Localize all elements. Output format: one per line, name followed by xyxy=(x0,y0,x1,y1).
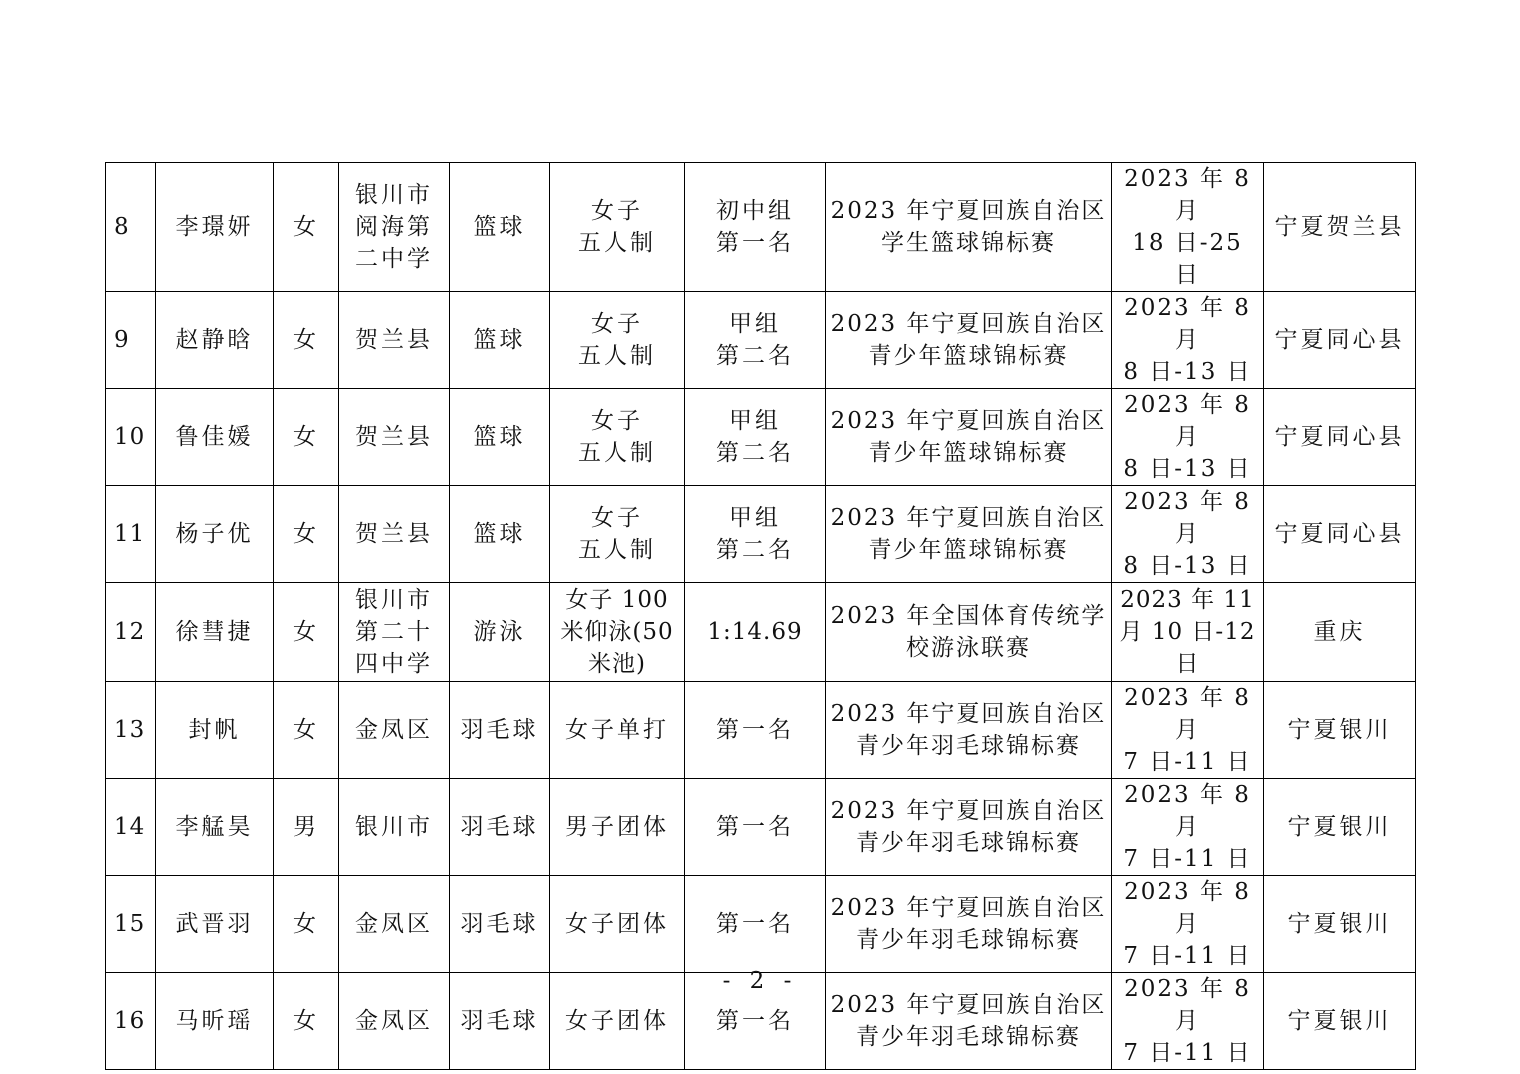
unit-cell: 贺兰县 xyxy=(339,292,450,389)
result-cell: 甲组 第二名 xyxy=(685,389,826,486)
table-row xyxy=(106,292,1416,389)
location-cell: 宁夏银川 xyxy=(1264,779,1416,876)
awards-table xyxy=(105,162,1416,1070)
row-number-cell: 13 xyxy=(106,682,156,779)
athlete-name-cell: 封帆 xyxy=(156,682,274,779)
event-item-cell: 女子 五人制 xyxy=(550,292,685,389)
athlete-name-cell: 杨子优 xyxy=(156,486,274,583)
date-cell: 2023 年 8 月 7 日-11 日 xyxy=(1112,682,1264,779)
result-cell: 初中组 第一名 xyxy=(685,163,826,292)
sport-cell: 羽毛球 xyxy=(450,779,550,876)
unit-cell: 金凤区 xyxy=(339,682,450,779)
athlete-name-cell: 徐彗捷 xyxy=(156,583,274,682)
table-row xyxy=(106,682,1416,779)
sport-cell: 篮球 xyxy=(450,163,550,292)
athlete-name-cell: 马昕瑶 xyxy=(156,973,274,1070)
awards-table-body xyxy=(106,163,1416,1070)
athlete-name-cell: 鲁佳媛 xyxy=(156,389,274,486)
event-item-cell: 女子 五人制 xyxy=(550,486,685,583)
result-cell: 甲组 第二名 xyxy=(685,486,826,583)
date-cell: 2023 年 8 月 7 日-11 日 xyxy=(1112,973,1264,1070)
unit-cell: 金凤区 xyxy=(339,876,450,973)
event-item-cell: 男子团体 xyxy=(550,779,685,876)
location-cell: 宁夏同心县 xyxy=(1264,292,1416,389)
sport-cell: 羽毛球 xyxy=(450,682,550,779)
location-cell: 宁夏同心县 xyxy=(1264,486,1416,583)
table-row xyxy=(106,389,1416,486)
unit-cell: 银川市 xyxy=(339,779,450,876)
date-cell: 2023 年 8 月 8 日-13 日 xyxy=(1112,486,1264,583)
event-item-cell: 女子单打 xyxy=(550,682,685,779)
date-cell: 2023 年 11 月 10 日-12 日 xyxy=(1112,583,1264,682)
sport-cell: 篮球 xyxy=(450,292,550,389)
date-cell: 2023 年 8 月 7 日-11 日 xyxy=(1112,779,1264,876)
event-item-cell: 女子团体 xyxy=(550,973,685,1070)
row-number-cell: 11 xyxy=(106,486,156,583)
unit-cell: 贺兰县 xyxy=(339,486,450,583)
gender-cell: 女 xyxy=(274,876,339,973)
event-item-cell: 女子团体 xyxy=(550,876,685,973)
gender-cell: 女 xyxy=(274,389,339,486)
competition-cell: 2023 年宁夏回族自治区 青少年羽毛球锦标赛 xyxy=(826,973,1112,1070)
gender-cell: 女 xyxy=(274,163,339,292)
competition-cell: 2023 年宁夏回族自治区 青少年篮球锦标赛 xyxy=(826,292,1112,389)
sport-cell: 篮球 xyxy=(450,486,550,583)
table-row xyxy=(106,163,1416,292)
table-row xyxy=(106,583,1416,682)
result-cell: 第一名 xyxy=(685,876,826,973)
row-number-cell: 14 xyxy=(106,779,156,876)
sport-cell: 篮球 xyxy=(450,389,550,486)
event-item-cell: 女子 100 米仰泳(50 米池) xyxy=(550,583,685,682)
competition-cell: 2023 年全国体育传统学 校游泳联赛 xyxy=(826,583,1112,682)
location-cell: 宁夏银川 xyxy=(1264,682,1416,779)
gender-cell: 女 xyxy=(274,682,339,779)
table-row xyxy=(106,779,1416,876)
result-cell: 第一名 xyxy=(685,973,826,1070)
competition-cell: 2023 年宁夏回族自治区 青少年羽毛球锦标赛 xyxy=(826,779,1112,876)
gender-cell: 女 xyxy=(274,486,339,583)
unit-cell: 银川市 阅海第 二中学 xyxy=(339,163,450,292)
row-number-cell: 12 xyxy=(106,583,156,682)
table-row xyxy=(106,486,1416,583)
competition-cell: 2023 年宁夏回族自治区 学生篮球锦标赛 xyxy=(826,163,1112,292)
event-item-cell: 女子 五人制 xyxy=(550,389,685,486)
row-number-cell: 9 xyxy=(106,292,156,389)
location-cell: 宁夏银川 xyxy=(1264,876,1416,973)
date-cell: 2023 年 8 月 7 日-11 日 xyxy=(1112,876,1264,973)
competition-cell: 2023 年宁夏回族自治区 青少年篮球锦标赛 xyxy=(826,389,1112,486)
date-cell: 2023 年 8 月 8 日-13 日 xyxy=(1112,389,1264,486)
gender-cell: 女 xyxy=(274,583,339,682)
location-cell: 宁夏同心县 xyxy=(1264,389,1416,486)
athlete-name-cell: 武晋羽 xyxy=(156,876,274,973)
athlete-name-cell: 赵静晗 xyxy=(156,292,274,389)
location-cell: 宁夏贺兰县 xyxy=(1264,163,1416,292)
gender-cell: 女 xyxy=(274,973,339,1070)
table-row xyxy=(106,876,1416,973)
gender-cell: 男 xyxy=(274,779,339,876)
sport-cell: 游泳 xyxy=(450,583,550,682)
result-cell: 第一名 xyxy=(685,779,826,876)
date-cell: 2023 年 8 月 18 日-25 日 xyxy=(1112,163,1264,292)
row-number-cell: 15 xyxy=(106,876,156,973)
sport-cell: 羽毛球 xyxy=(450,973,550,1070)
event-item-cell: 女子 五人制 xyxy=(550,163,685,292)
row-number-cell: 8 xyxy=(106,163,156,292)
unit-cell: 贺兰县 xyxy=(339,389,450,486)
row-number-cell: 16 xyxy=(106,973,156,1070)
date-cell: 2023 年 8 月 8 日-13 日 xyxy=(1112,292,1264,389)
athlete-name-cell: 李艋昊 xyxy=(156,779,274,876)
competition-cell: 2023 年宁夏回族自治区 青少年羽毛球锦标赛 xyxy=(826,876,1112,973)
result-cell: 第一名 xyxy=(685,682,826,779)
result-cell: 1:14.69 xyxy=(685,583,826,682)
location-cell: 重庆 xyxy=(1264,583,1416,682)
competition-cell: 2023 年宁夏回族自治区 青少年篮球锦标赛 xyxy=(826,486,1112,583)
athlete-name-cell: 李璟妍 xyxy=(156,163,274,292)
result-cell: 甲组 第二名 xyxy=(685,292,826,389)
competition-cell: 2023 年宁夏回族自治区 青少年羽毛球锦标赛 xyxy=(826,682,1112,779)
sport-cell: 羽毛球 xyxy=(450,876,550,973)
unit-cell: 金凤区 xyxy=(339,973,450,1070)
gender-cell: 女 xyxy=(274,292,339,389)
location-cell: 宁夏银川 xyxy=(1264,973,1416,1070)
page-number: - 2 - xyxy=(722,968,798,994)
unit-cell: 银川市 第二十 四中学 xyxy=(339,583,450,682)
row-number-cell: 10 xyxy=(106,389,156,486)
